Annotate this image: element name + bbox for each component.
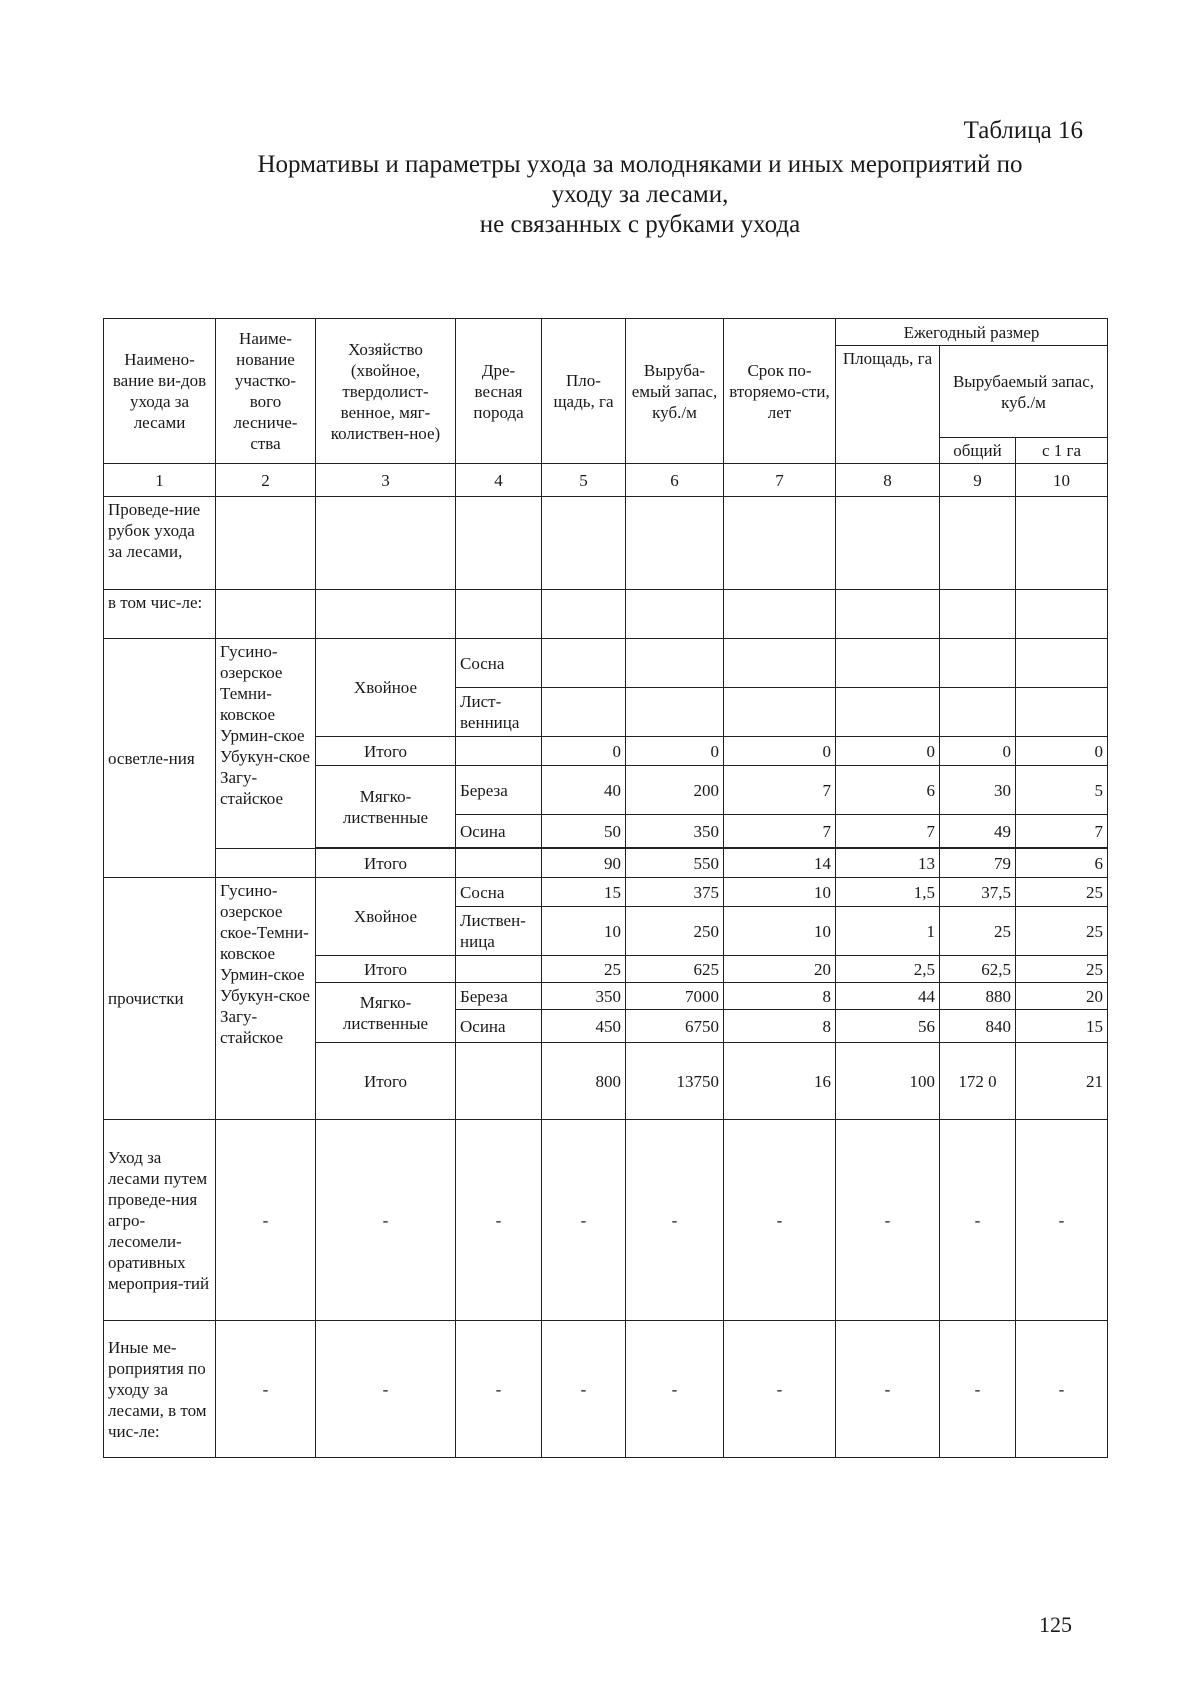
table-label: Таблица 16	[963, 117, 1083, 144]
cell-value: 100	[836, 1043, 940, 1120]
species: Сосна	[456, 639, 542, 688]
cell-value: 10	[724, 878, 836, 907]
farm-type: Мягко-лиственные	[316, 983, 456, 1043]
species: Сосна	[456, 878, 542, 907]
forestries-cell: Гусино-озерское Темни-ковское Урмин-ское Убукун-ское Загу-стайское	[216, 639, 316, 849]
cell-value: 20	[724, 956, 836, 983]
row-label: осветле-ния	[104, 639, 216, 878]
dash-cell: -	[724, 1321, 836, 1458]
forestries-cell: Гусино-озерское ское-Темни-ковское Урмин-ское Убукун-ское Загу-стайское	[216, 878, 316, 1120]
species: Лист-венница	[456, 688, 542, 737]
cell-value: 880	[940, 983, 1016, 1010]
species: Береза	[456, 766, 542, 815]
cell-value: 21	[1016, 1043, 1108, 1120]
row-label: Иные ме-роприятия по уходу за лесами, в том чис-ле:	[104, 1321, 216, 1458]
cell-value: 172 0	[940, 1043, 1016, 1120]
cell-value: 49	[940, 815, 1016, 848]
cell-value: 7000	[626, 983, 724, 1010]
cell-value: 8	[724, 983, 836, 1010]
header-annual: Ежегодный размер	[836, 319, 1108, 346]
cell-value: 200	[626, 766, 724, 815]
header-col9: общий	[940, 438, 1016, 464]
species: Осина	[456, 815, 542, 848]
cell-value: 44	[836, 983, 940, 1010]
dash-cell: -	[940, 1120, 1016, 1321]
column-number-row	[104, 464, 1108, 497]
cell-value: 350	[626, 815, 724, 848]
cell-value: 1,5	[836, 878, 940, 907]
cell-value: 0	[626, 737, 724, 766]
col-number: 3	[316, 464, 456, 497]
cell-value: 8	[724, 1010, 836, 1043]
header-col10: с 1 га	[1016, 438, 1108, 464]
cell-value: 450	[542, 1010, 626, 1043]
cell-value: 0	[836, 737, 940, 766]
header-col1: Наимено-вание ви-дов ухода за лесами	[104, 319, 216, 464]
cell-value: 25	[940, 907, 1016, 956]
table-row	[104, 590, 1108, 639]
table-row	[104, 639, 1108, 688]
dash-cell: -	[542, 1321, 626, 1458]
cell-value: 800	[542, 1043, 626, 1120]
cell-value: 50	[542, 815, 626, 848]
header-col2: Наиме-нование участко-вого лесниче-ства	[216, 319, 316, 464]
cell-value: 6750	[626, 1010, 724, 1043]
dash-cell: -	[724, 1120, 836, 1321]
cell-value: 30	[940, 766, 1016, 815]
col-number: 7	[724, 464, 836, 497]
cell-value: 0	[542, 737, 626, 766]
cell-value: 25	[1016, 956, 1108, 983]
total-label: Итого	[316, 849, 456, 878]
cell-value: 90	[542, 849, 626, 878]
cell-value: 15	[1016, 1010, 1108, 1043]
header-col4: Дре-весная порода	[456, 319, 542, 464]
col-number: 2	[216, 464, 316, 497]
farm-type: Хвойное	[316, 639, 456, 737]
cell-value: 550	[626, 849, 724, 878]
cell-value: 840	[940, 1010, 1016, 1043]
cell-value: 10	[724, 907, 836, 956]
species: Береза	[456, 983, 542, 1010]
cell-value: 5	[1016, 766, 1108, 815]
row-label: Уход за лесами путем проведе-ния агро-лесомели-оративных мероприя-тий	[104, 1120, 216, 1321]
total-label: Итого	[316, 1043, 456, 1120]
cell-value: 2,5	[836, 956, 940, 983]
dash-cell: -	[940, 1321, 1016, 1458]
table-title	[170, 150, 1110, 240]
row-label: в том чис-ле:	[104, 590, 216, 639]
cell-value: 0	[724, 737, 836, 766]
species: Листвен-ница	[456, 907, 542, 956]
cell-value: 0	[1016, 737, 1108, 766]
header-cut-stock: Вырубаемый запас, куб./м	[940, 346, 1108, 438]
title-line-2: уходу за лесами,	[551, 181, 729, 208]
cell-value: 62,5	[940, 956, 1016, 983]
header-col6: Выруба-емый запас, куб./м	[626, 319, 724, 464]
col-number: 4	[456, 464, 542, 497]
cell-value: 16	[724, 1043, 836, 1120]
col-number: 5	[542, 464, 626, 497]
cell-value: 375	[626, 878, 724, 907]
farm-type: Мягко-лиственные	[316, 766, 456, 848]
table-row	[104, 497, 1108, 590]
header-col3: Хозяйство (хвойное, твердолист-венное, мяг-колиствен-ное)	[316, 319, 456, 464]
header-col5: Пло-щадь, га	[542, 319, 626, 464]
cell-value: 25	[1016, 907, 1108, 956]
cell-value: 7	[1016, 815, 1108, 848]
cell-value: 0	[940, 737, 1016, 766]
cell-value: 25	[542, 956, 626, 983]
cell-value: 79	[940, 849, 1016, 878]
cell-value: 13	[836, 849, 940, 878]
dash-cell: -	[316, 1120, 456, 1321]
cell-value: 14	[724, 849, 836, 878]
cell-value: 13750	[626, 1043, 724, 1120]
cell-value: 40	[542, 766, 626, 815]
total-label: Итого	[316, 956, 456, 983]
dash-cell: -	[216, 1120, 316, 1321]
dash-cell: -	[626, 1321, 724, 1458]
col-number: 6	[626, 464, 724, 497]
table-row	[104, 849, 1108, 878]
dash-cell: -	[836, 1120, 940, 1321]
header-row-1	[104, 319, 1108, 346]
dash-cell: -	[626, 1120, 724, 1321]
dash-cell: -	[542, 1120, 626, 1321]
dash-cell: -	[216, 1321, 316, 1458]
row-label: Проведе-ние рубок ухода за лесами,	[104, 497, 216, 590]
cell-value: 20	[1016, 983, 1108, 1010]
cell-value: 6	[836, 766, 940, 815]
farm-type: Хвойное	[316, 878, 456, 956]
cell-value: 15	[542, 878, 626, 907]
title-line-3: не связанных с рубками ухода	[479, 211, 801, 238]
row-label: прочистки	[104, 878, 216, 1120]
dash-cell: -	[456, 1321, 542, 1458]
cell-value: 7	[836, 815, 940, 848]
cell-value: 7	[724, 766, 836, 815]
cell-value: 6	[1016, 849, 1108, 878]
header-col8: Площадь, га	[836, 346, 940, 464]
dash-cell: -	[316, 1321, 456, 1458]
page-number: 125	[1039, 1612, 1072, 1637]
dash-cell: -	[1016, 1321, 1108, 1458]
dash-cell: -	[1016, 1120, 1108, 1321]
cell-value: 10	[542, 907, 626, 956]
col-number: 8	[836, 464, 940, 497]
total-label: Итого	[316, 737, 456, 766]
dash-cell: -	[456, 1120, 542, 1321]
cell-value: 1	[836, 907, 940, 956]
title-line-1: Нормативы и параметры ухода за молодняками и иных мероприятий по	[257, 151, 1023, 178]
cell-value: 250	[626, 907, 724, 956]
header-col7: Срок по-вторяемо-сти, лет	[724, 319, 836, 464]
cell-value: 56	[836, 1010, 940, 1043]
cell-value: 25	[1016, 878, 1108, 907]
cell-value: 350	[542, 983, 626, 1010]
table-row	[104, 1120, 1108, 1321]
table-row	[104, 878, 1108, 907]
cell-value: 37,5	[940, 878, 1016, 907]
dash-cell: -	[836, 1321, 940, 1458]
cell-value: 7	[724, 815, 836, 848]
table-row	[104, 1321, 1108, 1458]
norms-table	[103, 318, 1108, 1458]
col-number: 9	[940, 464, 1016, 497]
cell-value: 625	[626, 956, 724, 983]
col-number: 1	[104, 464, 216, 497]
col-number: 10	[1016, 464, 1108, 497]
species: Осина	[456, 1010, 542, 1043]
